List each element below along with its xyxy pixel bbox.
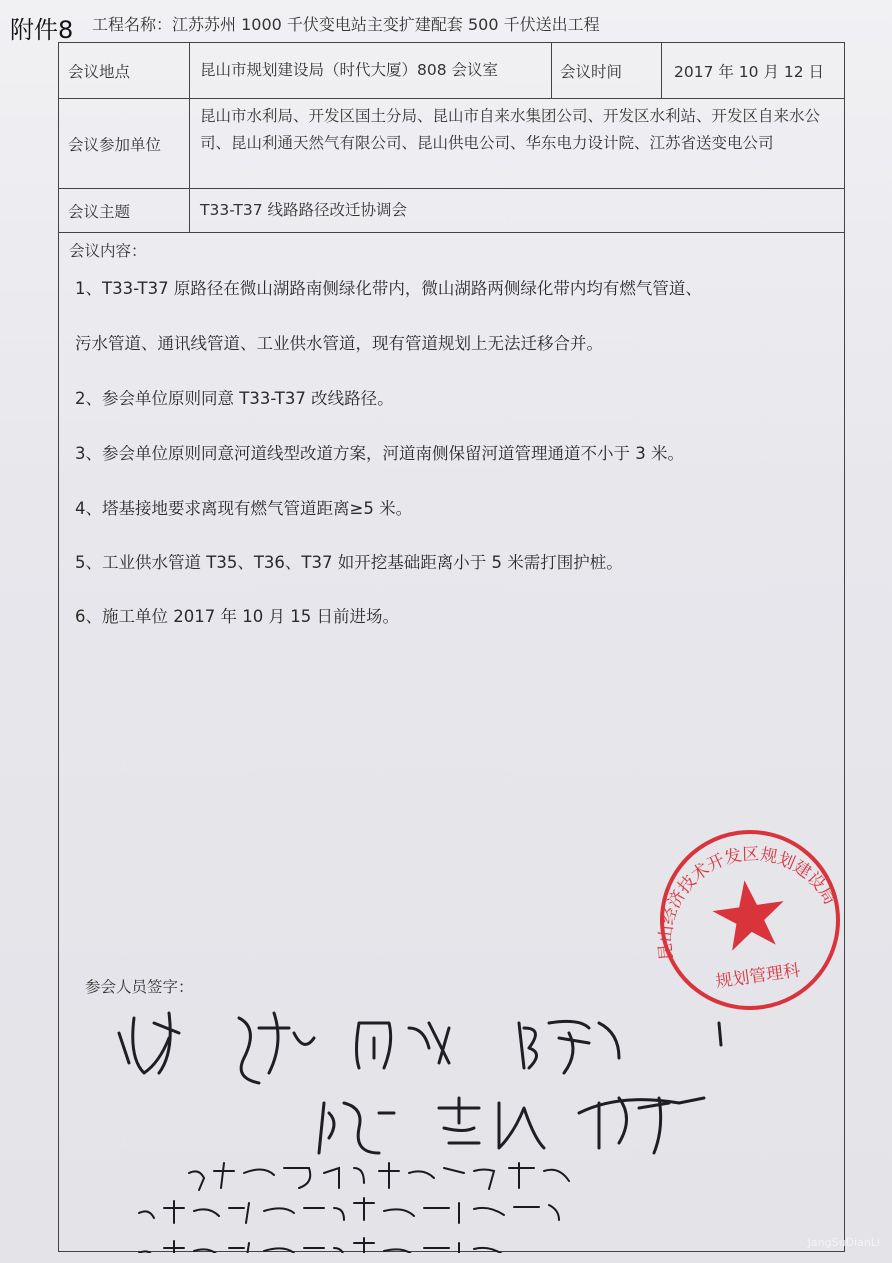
attachment-label: 附件8 bbox=[10, 16, 74, 44]
official-stamp bbox=[625, 810, 875, 1010]
content-item: 污水管道、通讯线管道、工业供水管道，现有管道规划上无法迁移合并。 bbox=[75, 334, 603, 353]
content-item: 4、塔基接地要求离现有燃气管道距离≥5 米。 bbox=[75, 499, 413, 518]
topic-label: 会议主题 bbox=[68, 202, 131, 221]
time-value: 2017 年 10 月 12 日 bbox=[661, 43, 844, 98]
content-item: 5、工业供水管道 T35、T36、T37 如开挖基础距离小于 5 米需打围护桩。 bbox=[75, 553, 623, 572]
location-value: 昆山市规划建设局（时代大厦）808 会议室 bbox=[189, 43, 551, 98]
watermark: JangSuDianLi bbox=[807, 1236, 880, 1249]
handwritten-signatures bbox=[99, 1003, 799, 1253]
time-label: 会议时间 bbox=[551, 43, 661, 98]
participants-label: 会议参加单位 bbox=[68, 135, 162, 154]
topic-row bbox=[59, 189, 844, 233]
stamp-star-icon bbox=[709, 875, 790, 952]
stamp-subtext: 规划管理科 bbox=[714, 960, 802, 993]
participants-row bbox=[59, 99, 844, 189]
project-name: 工程名称：江苏苏州 1000 千伏变电站主变扩建配套 500 千伏送出工程 bbox=[92, 15, 600, 34]
content-item: 6、施工单位 2017 年 10 月 15 日前进场。 bbox=[75, 607, 399, 626]
content-item: 3、参会单位原则同意河道线型改道方案，河道南侧保留河道管理通道不小于 3 米。 bbox=[75, 444, 684, 463]
location-row bbox=[59, 43, 844, 99]
signature-title: 参会人员签字： bbox=[85, 978, 194, 996]
topic-value: T33-T37 线路路径改迁协调会 bbox=[189, 189, 844, 232]
location-label: 会议地点 bbox=[68, 62, 131, 81]
content-item: 2、参会单位原则同意 T33-T37 改线路径。 bbox=[75, 389, 394, 408]
content-item: 1、T33-T37 原路径在微山湖路南侧绿化带内，微山湖路两侧绿化带内均有燃气管道、 bbox=[75, 279, 702, 298]
participants-value: 昆山市水利局、开发区国土分局、昆山市自来水集团公司、开发区水利站、开发区自来水公司、昆山利通天然气有限公司、昆山供电公司、华东电力设计院、江苏省送变电公司 bbox=[189, 99, 844, 188]
stamp-arc-text: 昆山经济技术开发区规划建设局 bbox=[655, 844, 840, 962]
content-title: 会议内容： bbox=[69, 242, 147, 260]
meeting-form bbox=[58, 42, 845, 1252]
